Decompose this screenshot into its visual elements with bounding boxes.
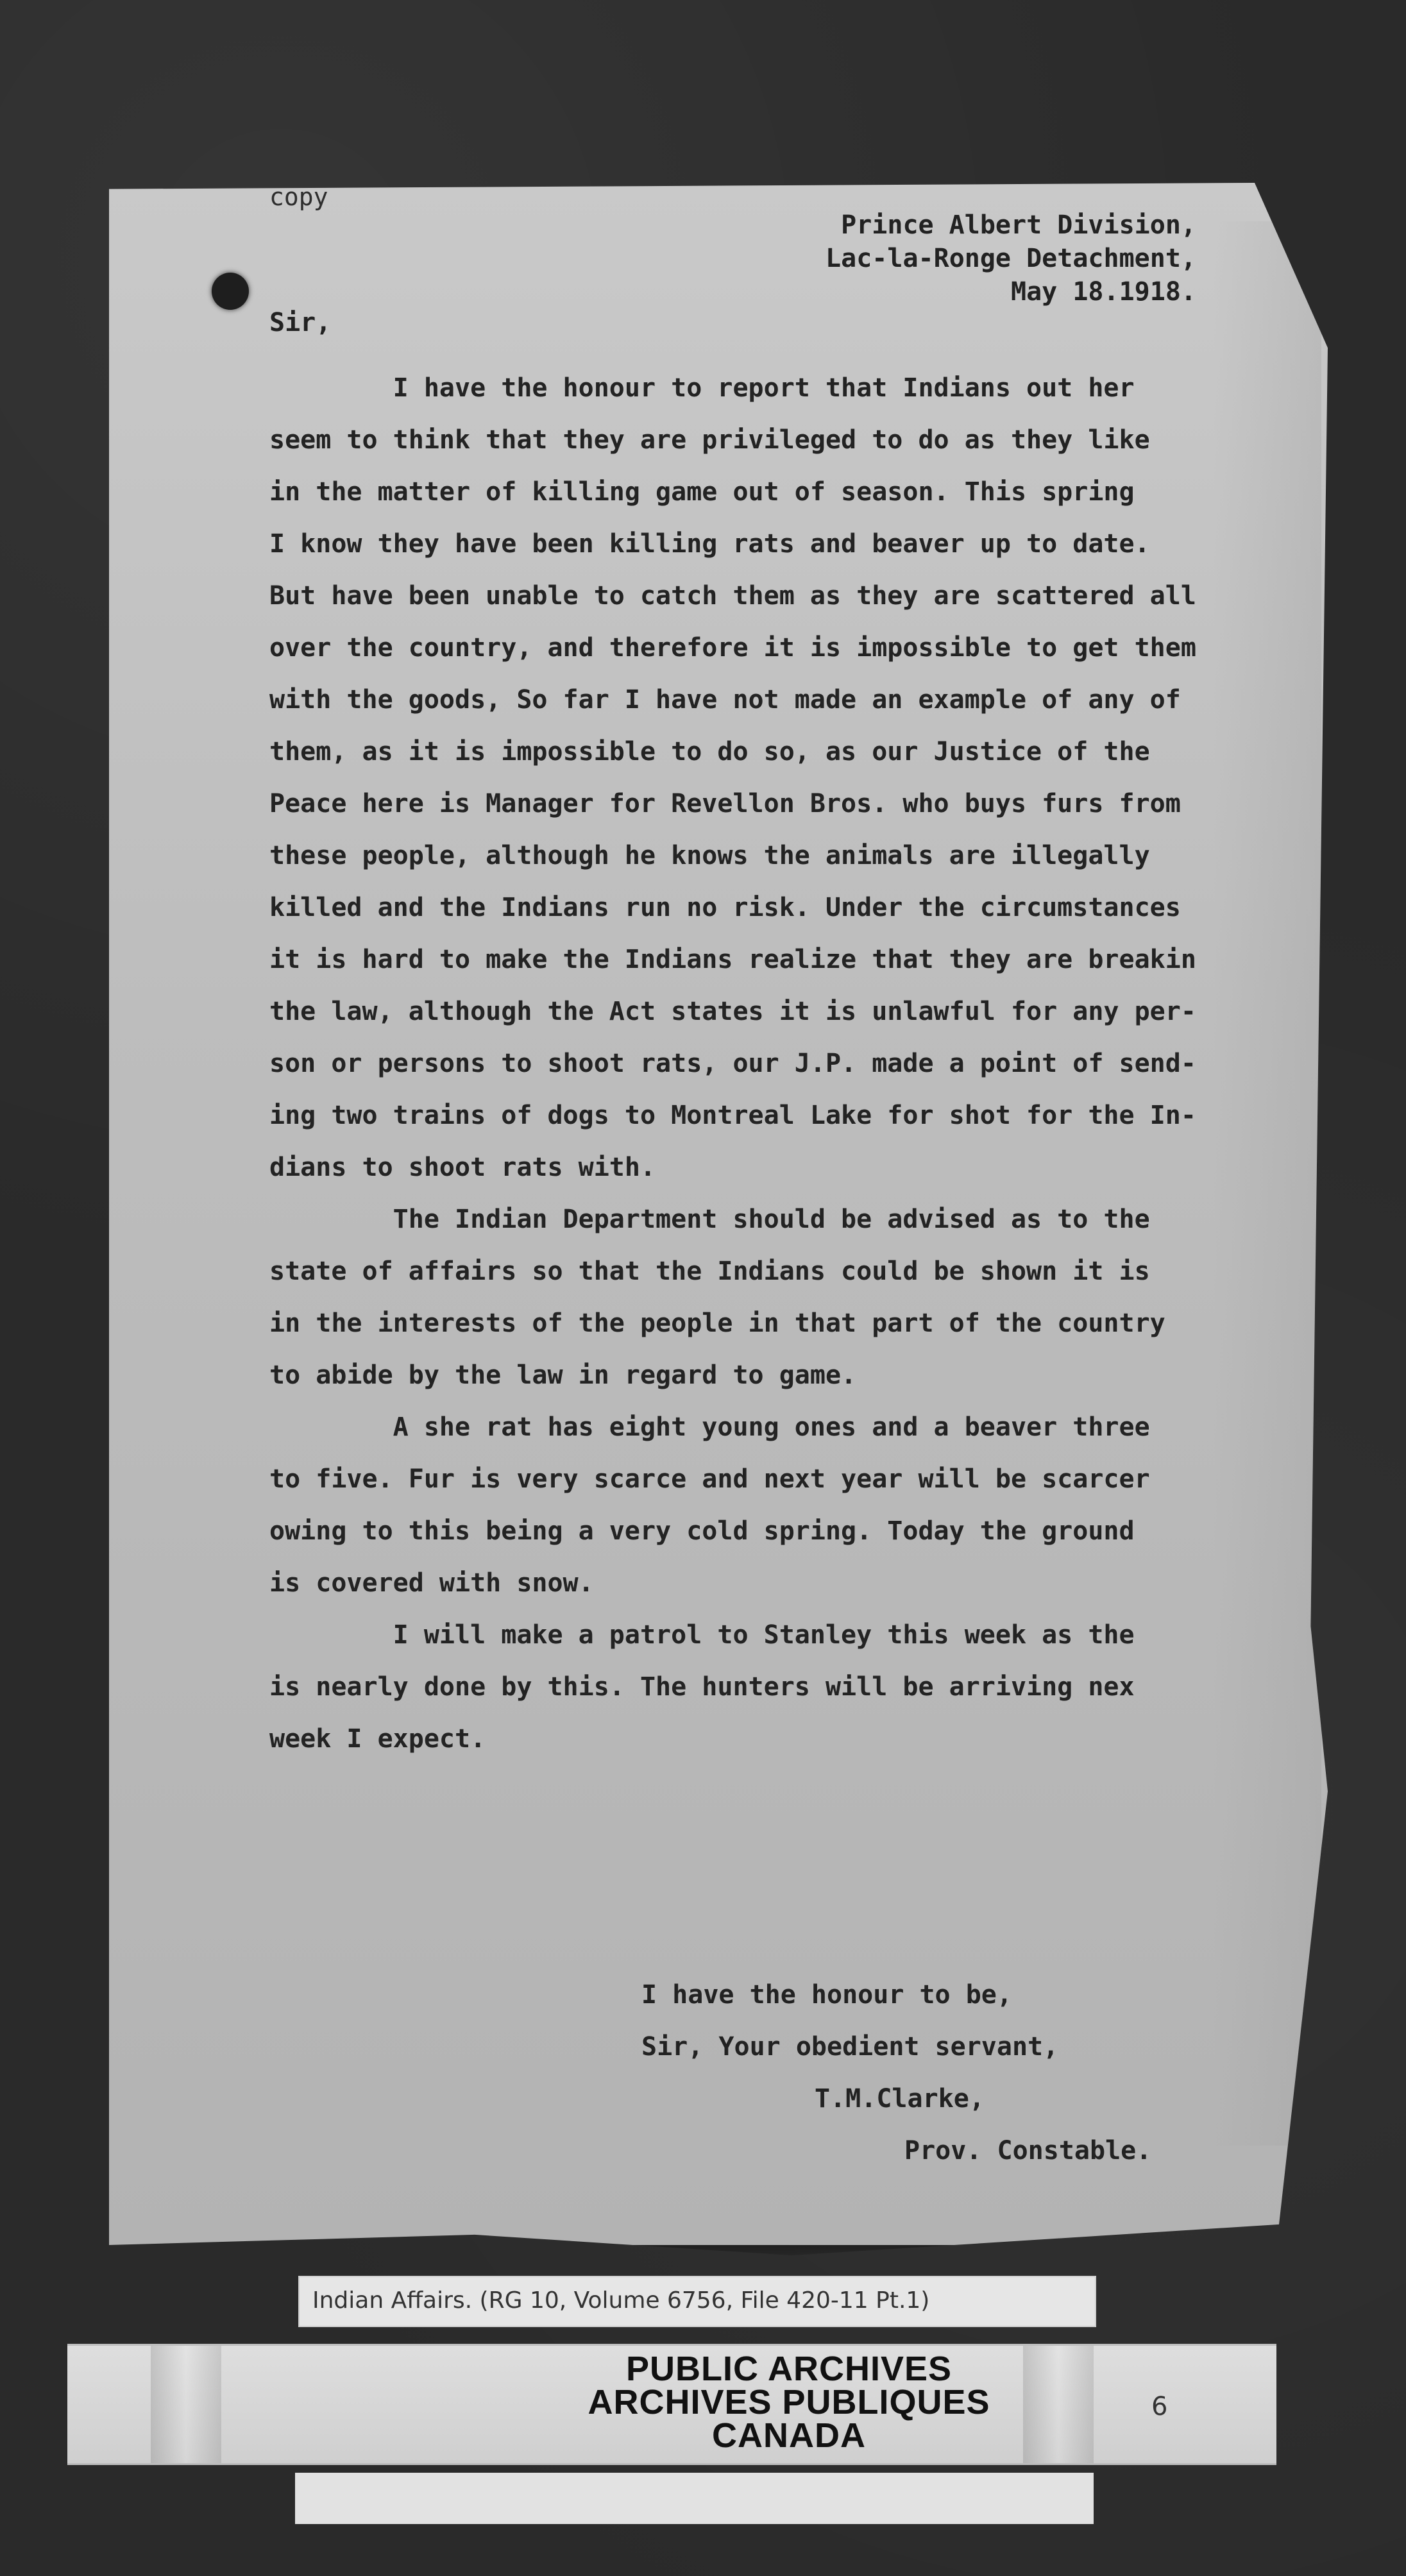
body-line: to five. Fur is very scarce and next year will be scarcer [269, 1464, 1150, 1494]
heading-detachment: Lac-la-Ronge Detachment, [826, 244, 1196, 273]
body-line: is covered with snow. [269, 1568, 594, 1598]
body-line: killed and the Indians run no risk. Under the circumstances [269, 893, 1181, 922]
archive-label-line: CANADA [712, 2416, 866, 2455]
closing-line: Sir, Your obedient servant, [641, 2032, 1059, 2062]
closing-line: I have the honour to be, [641, 1980, 1012, 2010]
paragraph-4 [269, 1609, 1347, 1765]
body-line: I know they have been killing rats and beaver up to date. [269, 529, 1150, 559]
archive-label-line: PUBLIC ARCHIVES [625, 2350, 953, 2388]
archive-stamp [452, 2350, 1126, 2455]
copy-mark: copy [269, 183, 328, 211]
body-line: in the matter of killing game out of season. This spring [269, 477, 1135, 507]
body-line: over the country, and therefore it is impossible to get them [269, 633, 1196, 663]
body-line: But have been unable to catch them as they are scattered all [269, 581, 1196, 611]
tape-fold [151, 2346, 221, 2463]
body-line: I have the honour to report that Indians out her [269, 373, 1135, 403]
heading-date: May 18.1918. [1011, 277, 1196, 307]
body-line: it is hard to make the Indians realize that they are breakin [269, 945, 1196, 974]
letter-body [269, 362, 1347, 1765]
body-line: A she rat has eight young ones and a beaver three [269, 1412, 1150, 1442]
signer-title: Prov. Constable. [904, 2136, 1152, 2165]
body-line: week I expect. [269, 1724, 486, 1754]
body-line: these people, although he knows the animals are illegally [269, 841, 1150, 870]
body-line: with the goods, So far I have not made an example of any of [269, 685, 1181, 715]
body-line: the law, although the Act states it is unlawful for any per- [269, 997, 1196, 1026]
paragraph-3 [269, 1402, 1347, 1609]
heading-division: Prince Albert Division, [841, 210, 1196, 240]
body-line: dians to shoot rats with. [269, 1153, 656, 1182]
paragraph-1 [269, 362, 1347, 1194]
punch-hole [212, 273, 249, 310]
body-line: son or persons to shoot rats, our J.P. made a point of send- [269, 1049, 1196, 1078]
archive-reference: Indian Affairs. (RG 10, Volume 6756, File 420-11 Pt.1) [312, 2287, 930, 2314]
body-line: state of affairs so that the Indians could be shown it is [269, 1257, 1150, 1286]
body-line: The Indian Department should be advised as to the [269, 1205, 1150, 1234]
letter-closing [539, 1969, 1151, 2177]
page-number-mark: 6 [1151, 2392, 1168, 2421]
archive-reference-strip [298, 2276, 1096, 2327]
salutation: Sir, [269, 308, 332, 337]
signature: T.M.Clarke, [815, 2084, 985, 2114]
body-line: ing two trains of dogs to Montreal Lake for shot for the In- [269, 1101, 1196, 1130]
letter-heading [683, 208, 1196, 309]
archive-lower-strip [295, 2473, 1094, 2524]
body-line: them, as it is impossible to do so, as our Justice of the [269, 737, 1150, 767]
paragraph-2 [269, 1194, 1347, 1402]
archive-label-band [67, 2344, 1276, 2465]
body-line: is nearly done by this. The hunters will be arriving nex [269, 1672, 1135, 1702]
body-line: Peace here is Manager for Revellon Bros. who buys furs from [269, 789, 1181, 818]
body-line: seem to think that they are privileged to do as they like [269, 425, 1150, 455]
archive-label-line: ARCHIVES PUBLIQUES [588, 2383, 990, 2421]
body-line: owing to this being a very cold spring. Today the ground [269, 1516, 1135, 1546]
body-line: to abide by the law in regard to game. [269, 1360, 857, 1390]
body-line: in the interests of the people in that part of the country [269, 1309, 1165, 1338]
body-line: I will make a patrol to Stanley this week as the [269, 1620, 1135, 1650]
